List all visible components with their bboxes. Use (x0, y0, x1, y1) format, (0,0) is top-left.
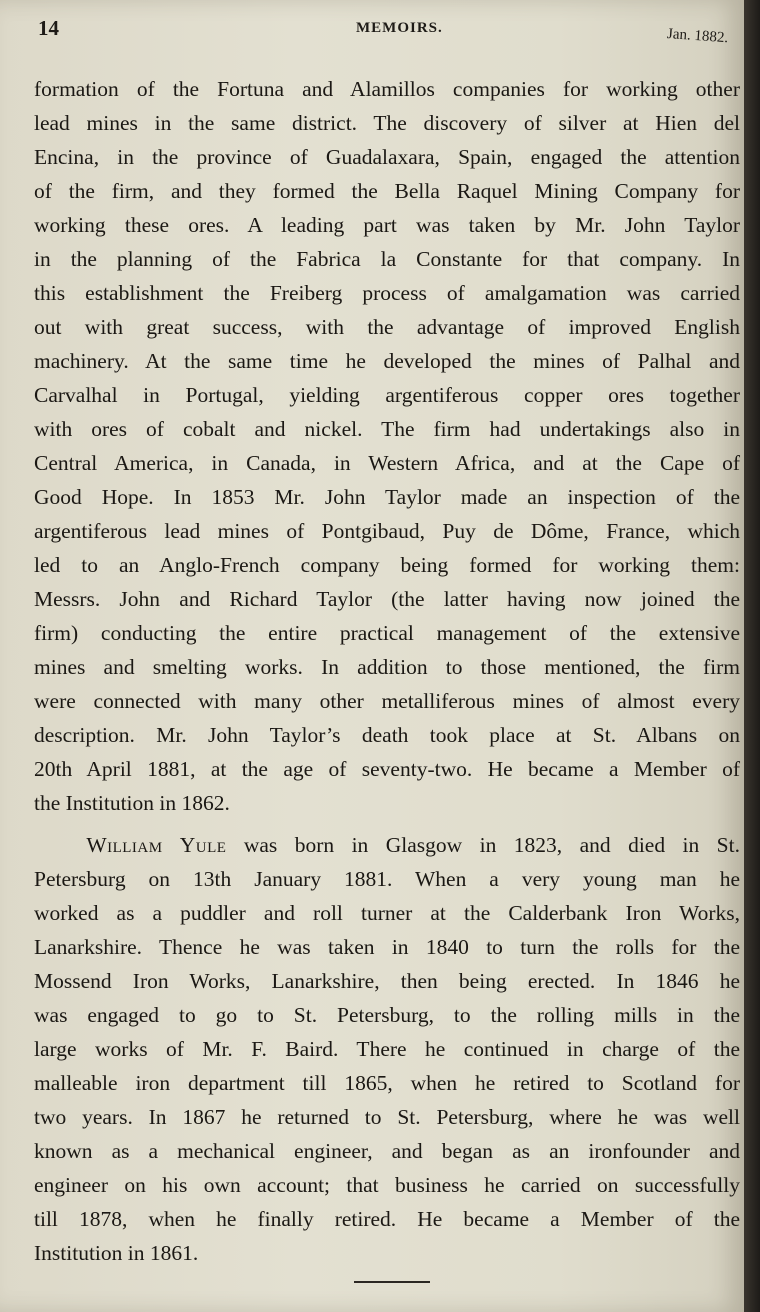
text-line: this establishment the Freiberg process of amalgamation was carried (34, 281, 740, 305)
text-line: 20th April 1881, at the age of seventy-two. He became a Member of (34, 757, 740, 781)
text-line: out with great success, with the advantage of improved English (34, 315, 740, 339)
text-line: argentiferous lead mines of Pontgibaud, Puy de Dôme, France, which (34, 519, 740, 543)
issue-date: Jan. 1882. (666, 26, 729, 47)
text-line: machinery. At the same time he developed the mines of Palhal and (34, 349, 740, 373)
book-gutter-edge (744, 0, 760, 1312)
text-line: was engaged to go to St. Petersburg, to the rolling mills in the (34, 1003, 740, 1027)
text-line: Messrs. John and Richard Taylor (the latter having now joined the (34, 587, 740, 611)
text-line: Lanarkshire. Thence he was taken in 1840 to turn the rolls for the (34, 935, 740, 959)
text-line: Mossend Iron Works, Lanarkshire, then being erected. In 1846 he (34, 969, 740, 993)
text-line: Carvalhal in Portugal, yielding argentiferous copper ores together (34, 383, 740, 407)
text-line: of the firm, and they formed the Bella Raquel Mining Company for (34, 179, 740, 203)
text-line: firm) conducting the entire practical management of the extensive (34, 621, 740, 645)
memoir-taylor-paragraph (34, 72, 740, 820)
text-line: in the planning of the Fabrica la Constante for that company. In (34, 247, 740, 271)
text-line: description. Mr. John Taylor’s death took place at St. Albans on (34, 723, 740, 747)
text-line: formation of the Fortuna and Alamillos companies for working other (34, 77, 740, 101)
text-line: with ores of cobalt and nickel. The firm had undertakings also in (34, 417, 740, 441)
text-line: two years. In 1867 he returned to St. Petersburg, where he was well (34, 1105, 740, 1129)
text-line: the Institution in 1862. (34, 791, 230, 815)
text-line: Petersburg on 13th January 1881. When a very young man he (34, 867, 740, 891)
running-head: MEMOIRS. (356, 20, 443, 36)
text-line: till 1878, when he finally retired. He became a Member of the (34, 1207, 740, 1231)
page-number: 14 (38, 16, 59, 40)
text-line: working these ores. A leading part was taken by Mr. John Taylor (34, 213, 740, 237)
text-line: Institution in 1861. (34, 1241, 199, 1265)
text-line: Central America, in Canada, in Western Africa, and at the Cape of (34, 451, 740, 475)
text-line: led to an Anglo-French company being formed for working them: (34, 553, 740, 577)
text-line: lead mines in the same district. The discovery of silver at Hien del (34, 111, 740, 135)
text-line-rest: was born in Glasgow in 1823, and died in St. (226, 833, 740, 857)
section-divider-rule (354, 1281, 430, 1283)
text-line: large works of Mr. F. Baird. There he continued in charge of the (34, 1037, 740, 1061)
memoir-subject-name: William Yule (86, 833, 227, 857)
text-line: worked as a puddler and roll turner at the Calderbank Iron Works, (34, 901, 740, 925)
text-line: mines and smelting works. In addition to those mentioned, the firm (34, 655, 740, 679)
text-line: known as a mechanical engineer, and began as an ironfounder and (34, 1139, 740, 1163)
text-line-first (34, 828, 740, 862)
text-line: Encina, in the province of Guadalaxara, Spain, engaged the attention (34, 145, 740, 169)
text-line: engineer on his own account; that business he carried on successfully (34, 1173, 740, 1197)
text-line: Good Hope. In 1853 Mr. John Taylor made an inspection of the (34, 485, 740, 509)
memoir-yule-paragraph (34, 828, 740, 1270)
text-line: were connected with many other metalliferous mines of almost every (34, 689, 740, 713)
page-header (38, 16, 738, 46)
text-line: malleable iron department till 1865, when he retired to Scotland for (34, 1071, 740, 1095)
